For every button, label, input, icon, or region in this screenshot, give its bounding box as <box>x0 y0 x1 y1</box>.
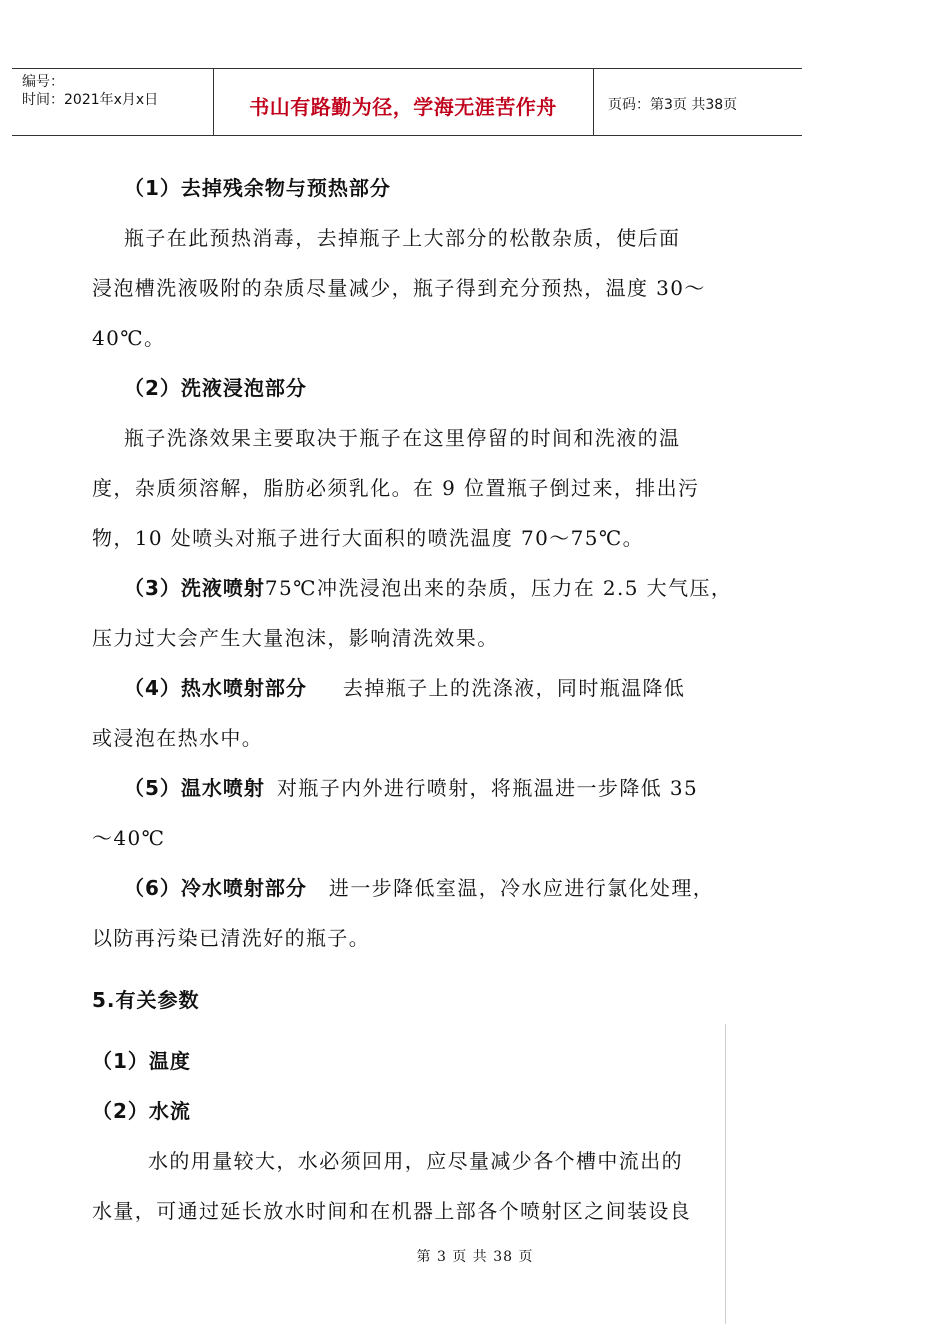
page-header <box>12 68 802 136</box>
header-page-cell <box>594 69 802 135</box>
section-4-text: 去掉瓶子上的洗涤液，同时瓶温降低 <box>342 676 686 700</box>
section-2-line-1: 瓶子洗涤效果主要取决于瓶子在这里停留的时间和洗液的温 <box>124 426 681 450</box>
code-label: 编号： <box>22 74 64 90</box>
section-2-line-2: 度，杂质须溶解，脂肪必须乳化。在 9 位置瓶子倒过来，排出污 <box>92 476 700 500</box>
subsection-temperature: （1）温度 <box>92 1049 191 1073</box>
subsection-water-flow: （2）水流 <box>92 1099 191 1123</box>
section-6-heading: （6）冷水喷射部分 <box>124 876 307 900</box>
section-3-line-1 <box>124 572 732 601</box>
section-2-line-3: 物，10 处喷头对瓶子进行大面积的喷洗温度 70～75℃。 <box>92 526 645 550</box>
section-3-line-2: 压力过大会产生大量泡沫，影响清洗效果。 <box>92 626 499 650</box>
margin-rule <box>725 1024 726 1324</box>
section-6-line-2: 以防再污染已清洗好的瓶子。 <box>92 926 371 950</box>
section-5-line-1 <box>124 772 698 801</box>
section-3-text: 75℃冲洗浸泡出来的杂质，压力在 2.5 大气压， <box>264 576 733 600</box>
section-1-line-3: 40℃。 <box>92 326 166 350</box>
date-label: 时间：2021年x月x日 <box>22 92 159 108</box>
section-5-heading: （5）温水喷射 <box>124 776 265 800</box>
header-motto-cell <box>213 69 594 135</box>
water-line-2: 水量，可通过延长放水时间和在机器上部各个喷射区之间装设良 <box>92 1199 692 1223</box>
section-5-line-2: ～40℃ <box>92 826 166 850</box>
section-4-line-1 <box>124 672 685 701</box>
water-line-1: 水的用量较大，水必须回用，应尽量减少各个槽中流出的 <box>148 1149 683 1173</box>
section-1-heading: （1）去掉残余物与预热部分 <box>124 176 391 200</box>
section-4-line-2: 或浸泡在热水中。 <box>92 726 264 750</box>
section-5-title: 5.有关参数 <box>92 988 200 1012</box>
header-meta <box>12 69 214 135</box>
page-footer: 第 3 页 共 38 页 <box>416 1249 534 1265</box>
section-1-line-1: 瓶子在此预热消毒，去掉瓶子上大部分的松散杂质，使后面 <box>124 226 681 250</box>
section-5-text: 对瓶子内外进行喷射，将瓶温进一步降低 35 <box>276 776 699 800</box>
section-1-line-2: 浸泡槽洗液吸附的杂质尽量减少，瓶子得到充分预热，温度 30～ <box>92 276 706 300</box>
section-3-heading: （3）洗液喷射 <box>124 576 265 600</box>
section-6-line-1 <box>124 872 714 901</box>
header-page-info: 页码：第3页 共38页 <box>608 97 738 113</box>
section-4-heading: （4）热水喷射部分 <box>124 676 307 700</box>
header-motto: 书山有路勤为径，学海无涯苦作舟 <box>249 95 557 119</box>
section-6-text: 进一步降低室温，冷水应进行氯化处理， <box>328 876 715 900</box>
section-2-heading: （2）洗液浸泡部分 <box>124 376 307 400</box>
